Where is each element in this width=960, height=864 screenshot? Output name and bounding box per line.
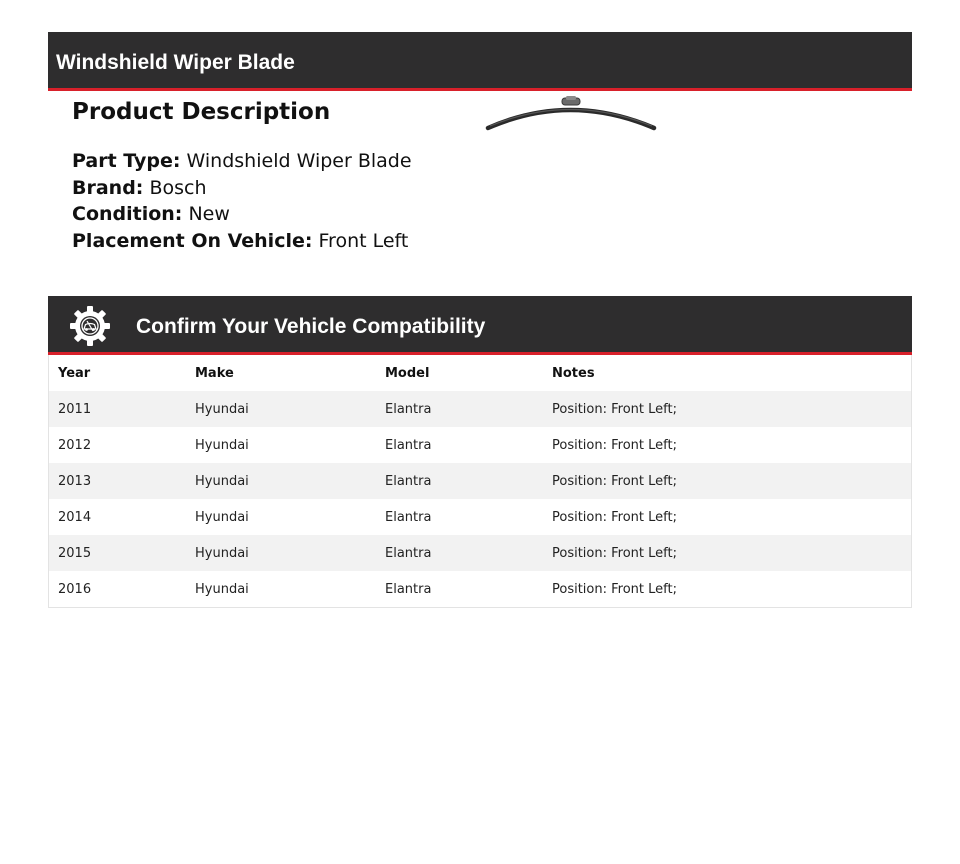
table-row <box>49 535 911 571</box>
condition-row <box>72 201 472 228</box>
compatibility-title: Confirm Your Vehicle Compatibility <box>136 315 486 338</box>
cell-make: Hyundai <box>195 545 249 561</box>
field-value: New <box>188 203 230 225</box>
cell-model: Elantra <box>385 437 432 453</box>
cell-model: Elantra <box>385 401 432 417</box>
field-label: Condition: <box>72 203 183 225</box>
table-row <box>49 499 911 535</box>
field-value: Front Left <box>318 229 409 252</box>
cell-make: Hyundai <box>195 581 249 597</box>
cell-make: Hyundai <box>195 473 249 489</box>
cell-notes: Position: Front Left; <box>552 401 677 417</box>
cell-notes: Position: Front Left; <box>552 545 677 561</box>
cell-model: Elantra <box>385 509 432 525</box>
cell-year: 2013 <box>58 473 92 489</box>
wiper-blade-icon <box>484 94 660 136</box>
table-row <box>49 427 911 463</box>
cell-notes: Position: Front Left; <box>552 437 677 453</box>
column-header-model: Model <box>385 365 430 381</box>
cell-make: Hyundai <box>195 509 249 525</box>
cell-year: 2011 <box>58 401 92 417</box>
brand-row <box>72 175 472 202</box>
product-title-banner <box>48 32 912 91</box>
field-value: Windshield Wiper Blade <box>186 150 412 172</box>
cell-make: Hyundai <box>195 437 249 453</box>
column-header-notes: Notes <box>552 365 595 381</box>
cell-year: 2015 <box>58 545 92 561</box>
cell-model: Elantra <box>385 545 432 561</box>
description-list <box>72 148 472 254</box>
column-header-make: Make <box>195 365 234 381</box>
cell-model: Elantra <box>385 473 432 489</box>
compatibility-banner <box>48 296 912 355</box>
table-row <box>49 463 911 499</box>
part-type-row <box>72 148 472 175</box>
description-heading: Product Description <box>72 99 331 125</box>
cell-year: 2016 <box>58 581 92 597</box>
cell-notes: Position: Front Left; <box>552 581 677 597</box>
compatibility-table-container <box>48 355 912 608</box>
field-label: Brand: <box>72 176 144 199</box>
cell-notes: Position: Front Left; <box>552 509 677 525</box>
field-value: Bosch <box>149 176 207 199</box>
cell-notes: Position: Front Left; <box>552 473 677 489</box>
cell-make: Hyundai <box>195 401 249 417</box>
field-label: Placement On Vehicle: <box>72 229 313 252</box>
table-row <box>49 571 911 607</box>
table-row <box>49 391 911 427</box>
cell-model: Elantra <box>385 581 432 597</box>
table-header-row <box>49 355 911 391</box>
compatibility-table <box>49 355 911 607</box>
field-label: Part Type: <box>72 150 181 172</box>
placement-row <box>72 228 472 255</box>
gear-car-icon <box>68 304 112 348</box>
cell-year: 2012 <box>58 437 92 453</box>
cell-year: 2014 <box>58 509 92 525</box>
product-description <box>72 96 472 254</box>
product-title: Windshield Wiper Blade <box>56 51 295 74</box>
column-header-year: Year <box>58 365 91 381</box>
